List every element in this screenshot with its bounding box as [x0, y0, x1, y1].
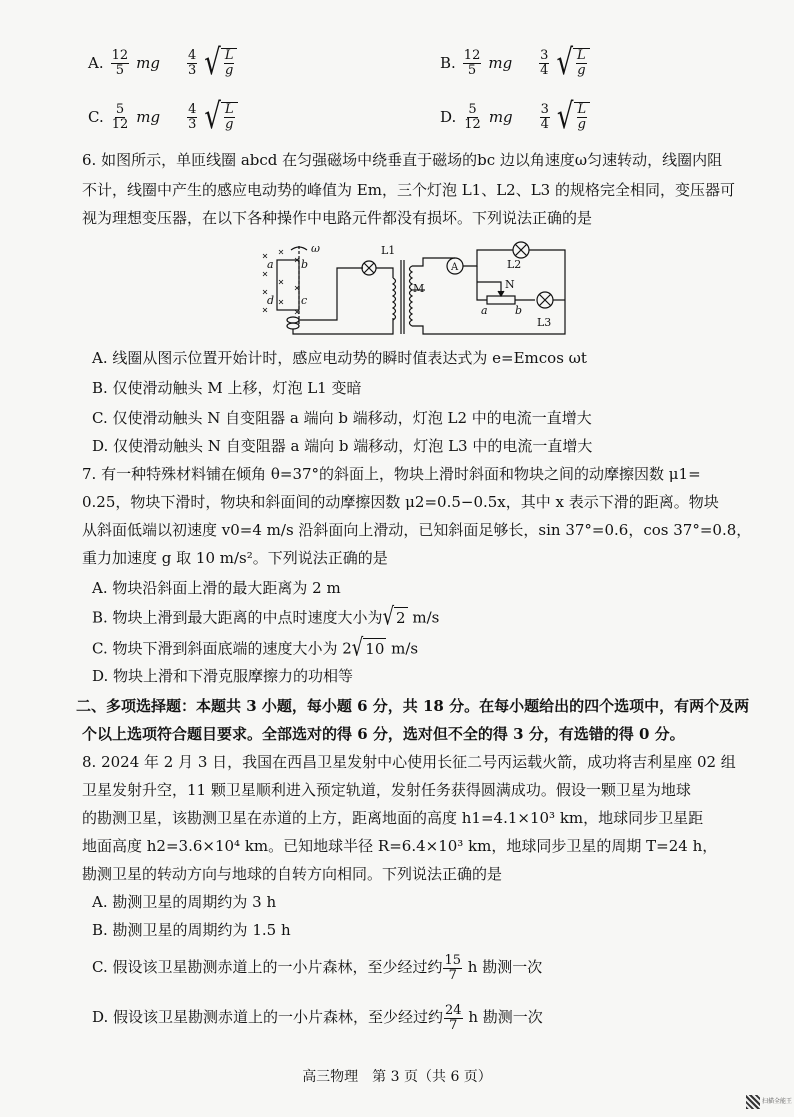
q8-stem-line-3: 的勘测卫星，该勘测卫星在赤道的上方，距离地面的高度 h1=4.1×10³ km，地球同步卫星距	[82, 809, 704, 827]
label-ammeter: A	[451, 262, 459, 273]
slider-n	[477, 282, 501, 294]
circuit-diagram	[255, 238, 575, 338]
q8-stem-line-4: 地面高度 h2=3.6×10⁴ km。已知地球半径 R=6.4×10³ km，地球同步卫星的周期 T=24 h，	[82, 837, 718, 855]
q5-option-b: B. $\frac{12}{5}$ mg $\frac{3}{4}$ √ $\frac{L}{g}$	[440, 48, 590, 78]
q6-option-a: A. 线圈从图示位置开始计时，感应电动势的瞬时值表达式为 e=Emcos ωt	[92, 349, 587, 367]
q7-stem-line-3: 从斜面低端以初速度 v0=4 m/s 沿斜面向上滑动，已知斜面足够长，sin 37°=0.6，cos 37°=0.8，	[82, 521, 752, 539]
label-l1: L1	[381, 244, 396, 257]
q6-stem-line-3: 视为理想变压器，在以下各种操作中电路元件都没有损坏。下列说法正确的是	[82, 209, 593, 227]
label-a: a	[267, 258, 274, 271]
sqrt-l-over-g: √ $\frac{L}{g}$	[556, 48, 589, 78]
label-rheostat-b: b	[515, 304, 523, 317]
label-c: c	[301, 294, 308, 307]
q7-stem-line-2: 0.25，物块下滑时，物块和斜面间的动摩擦因数 μ2=0.5−0.5x，其中 x 表示下滑的距离。物块	[82, 493, 719, 511]
label-b: b	[301, 258, 309, 271]
q8-option-c: C. 假设该卫星勘测赤道上的一小片森林，至少经过约 $\frac{15}{7}$ h 勘测一次	[92, 952, 543, 983]
q7-stem-line-4: 重力加速度 g 取 10 m/s²。下列说法正确的是	[82, 549, 388, 567]
label-d: d	[267, 294, 275, 307]
q8-option-d: D. 假设该卫星勘测赤道上的一小片森林，至少经过约 $\frac{24}{7}$ h 勘测一次	[92, 1002, 543, 1033]
rheostat	[487, 296, 515, 304]
label-rheostat-a: a	[481, 304, 488, 317]
sqrt-l-over-g: √ $\frac{L}{g}$	[557, 102, 590, 132]
omega-label: ω	[311, 242, 320, 255]
page-footer: 高三物理 第 3 页（共 6 页）	[302, 1069, 492, 1085]
q7-option-b: B. 物块上滑到最大距离的中点时速度大小为 √ 2 m/s	[92, 602, 440, 631]
q7-option-d: D. 物块上滑和下滑克服摩擦力的功相等	[92, 667, 354, 685]
q6-option-b: B. 仅使滑动触头 M 上移，灯泡 L1 变暗	[92, 379, 362, 397]
label-l3: L3	[537, 316, 552, 329]
transformer-primary	[393, 278, 396, 320]
transformer-secondary	[410, 266, 413, 326]
q8-stem-line-2: 卫星发射升空，11 颗卫星顺利进入预定轨道，发射任务获得圆满成功。假设一颗卫星为地球	[82, 781, 691, 799]
label-m: M	[413, 282, 425, 295]
q7-stem-line-1: 7. 有一种特殊材料铺在倾角 θ=37°的斜面上，物块上滑时斜面和物块之间的动摩擦因数 μ1=	[82, 465, 701, 483]
q8-option-a: A. 勘测卫星的周期约为 3 h	[92, 893, 277, 911]
label-n: N	[505, 278, 515, 291]
section2-header-line-2: 个以上选项符合题目要求。全部选对的得 6 分，选对但不全的得 3 分，有选错的得 0 分。	[82, 725, 685, 743]
scanner-watermark: 扫描全能王	[762, 1098, 793, 1105]
q6-stem-line-2: 不计，线圈中产生的感应电动势的峰值为 Em，三个灯泡 L1、L2、L3 的规格完全相同，变压器可	[82, 181, 735, 199]
q5-option-d: D. $\frac{5}{12}$ mg $\frac{3}{4}$ √ $\frac{L}{g}$	[440, 102, 590, 132]
section2-header-line-1: 二、多项选择题：本题共 3 小题，每小题 6 分，共 18 分。在每小题给出的四个选项中，有两个及两	[76, 697, 750, 715]
sqrt-l-over-g: √ $\frac{L}{g}$	[204, 48, 237, 78]
q7-option-c: C. 物块下滑到斜面底端的速度大小为 2 √ 10 m/s	[92, 633, 419, 662]
q5-option-a: A. $\frac{12}{5}$ mg $\frac{4}{3}$ √ $\frac{L}{g}$	[88, 48, 237, 78]
q8-stem-line-5: 勘测卫星的转动方向与地球的自转方向相同。下列说法正确的是	[82, 865, 503, 883]
q6-stem-line-1: 6. 如图所示，单匝线圈 abcd 在匀强磁场中绕垂直于磁场的bc 边以角速度ω匀速转动，线圈内阻	[82, 151, 723, 169]
q7-option-a: A. 物块沿斜面上滑的最大距离为 2 m	[92, 579, 341, 597]
q5-option-c: C. $\frac{5}{12}$ mg $\frac{4}{3}$ √ $\frac{L}{g}$	[88, 102, 238, 132]
sqrt-l-over-g: √ $\frac{L}{g}$	[204, 102, 237, 132]
label-l2: L2	[507, 258, 522, 271]
q8-stem-line-1: 8. 2024 年 2 月 3 日，我国在西昌卫星发射中心使用长征二号丙运载火箭，成功将吉利星座 02 组	[82, 753, 736, 771]
q6-option-d: D. 仅使滑动触头 N 自变阻器 a 端向 b 端移动，灯泡 L3 中的电流一直增大	[92, 437, 593, 455]
q8-option-b: B. 勘测卫星的周期约为 1.5 h	[92, 921, 291, 939]
q6-option-c: C. 仅使滑动触头 N 自变阻器 a 端向 b 端移动，灯泡 L2 中的电流一直增大	[92, 409, 592, 427]
qr-code-icon	[746, 1095, 760, 1109]
